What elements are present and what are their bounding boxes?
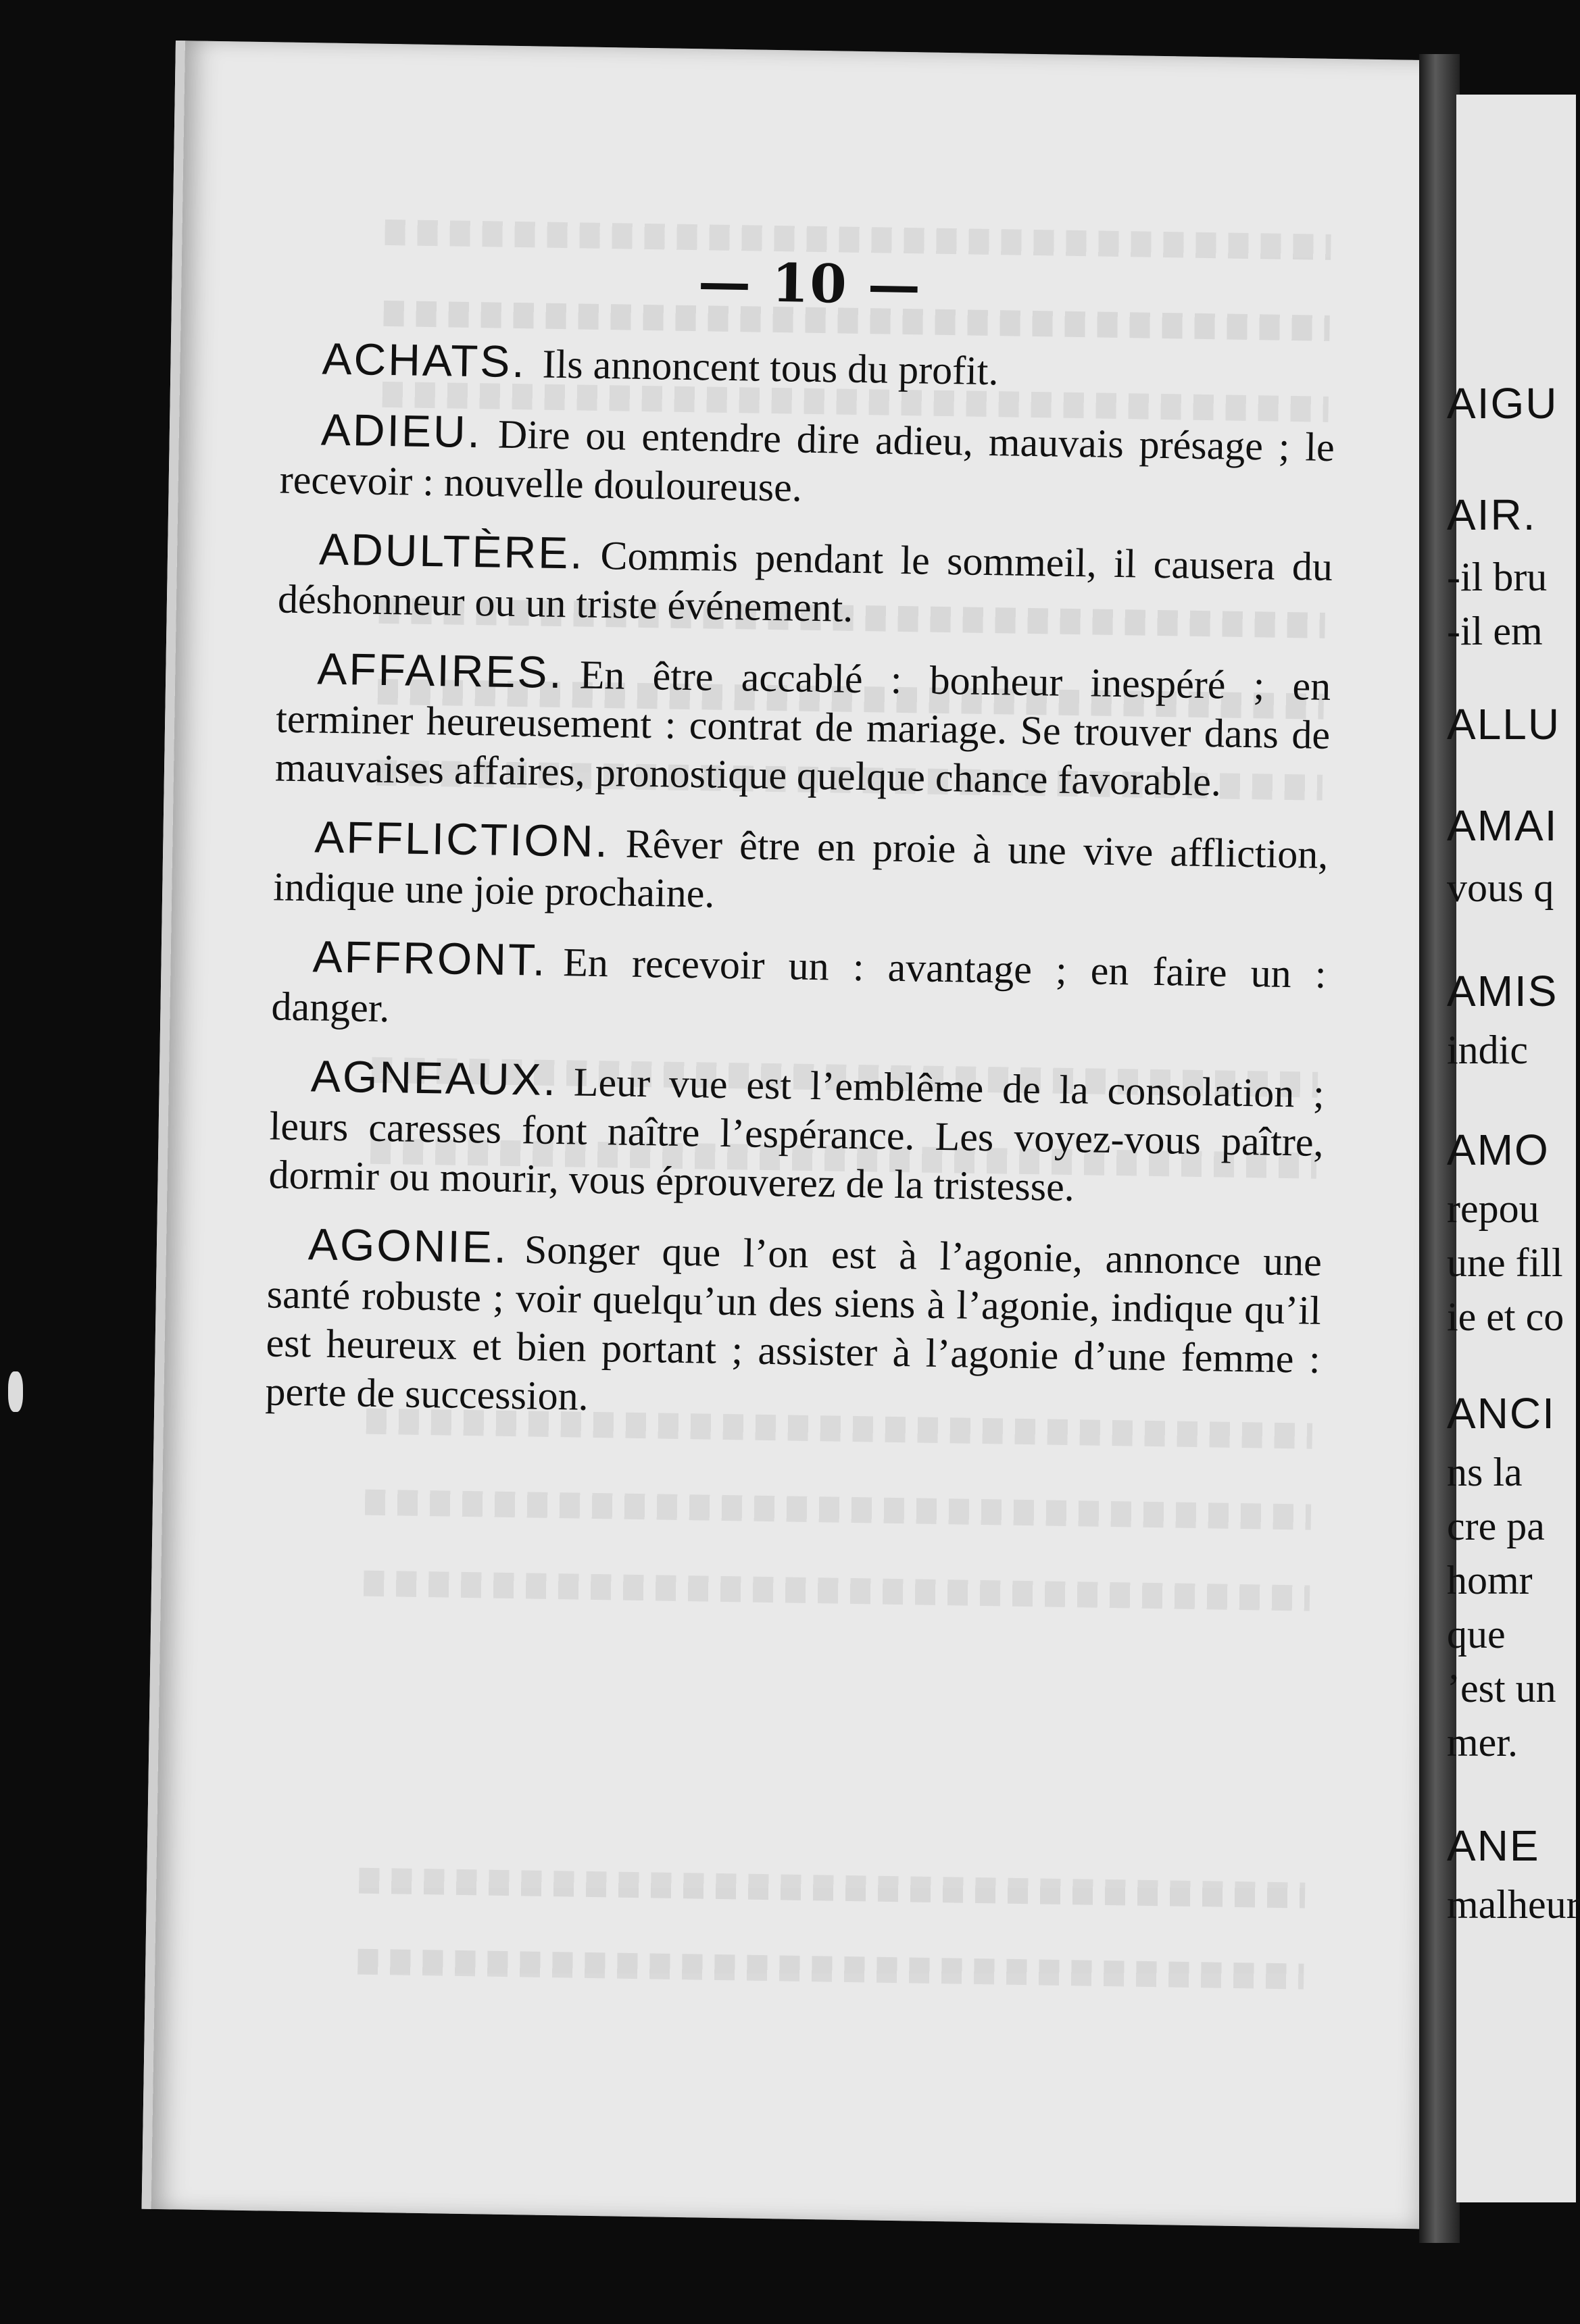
- entry-heading: AGONIE.: [307, 1219, 509, 1272]
- right-fragment: -il bru: [1447, 555, 1548, 599]
- entry-text: Rêver être en proie à une vive affliction, indique une joie prochaine.: [272, 821, 1329, 916]
- entry-agneaux: [268, 1051, 1325, 1215]
- entry-heading: AFFAIRES.: [316, 643, 564, 698]
- right-fragment: repou: [1447, 1186, 1539, 1231]
- scan-speck: [8, 1371, 23, 1412]
- entry-affront: [271, 931, 1327, 1046]
- right-fragment: AMAI: [1447, 801, 1558, 850]
- page-number: — 10 —: [697, 251, 922, 317]
- right-fragment: homr: [1447, 1558, 1533, 1602]
- entry-heading: ADIEU.: [320, 404, 483, 457]
- entry-text: Ils annoncent tous du profit.: [542, 341, 999, 394]
- entry-heading: AFFRONT.: [312, 931, 547, 985]
- entry-affliction: [273, 811, 1329, 927]
- entry-text: En être accablé : bonheur inespéré ; en terminer heureusement : contrat de mariage. Se trouver dans de mauvaises affaires, pronostique quelque chance favorable.: [274, 652, 1331, 805]
- entry-agonie: [265, 1219, 1322, 1432]
- right-fragment: indic: [1447, 1028, 1528, 1072]
- right-fragment: ANE: [1447, 1821, 1540, 1870]
- left-page: [142, 41, 1456, 2229]
- entry-text: Commis pendant le sommeil, il causera du déshonneur ou un triste événement.: [277, 532, 1333, 630]
- entry-heading: AFFLICTION.: [314, 811, 610, 867]
- right-fragment: vous q: [1447, 865, 1554, 910]
- right-fragment: ALLU: [1447, 700, 1561, 749]
- right-fragment: AIGU: [1447, 379, 1558, 428]
- entry-heading: ACHATS.: [322, 333, 527, 387]
- entry-affaires: [275, 643, 1331, 807]
- right-page-edge: [1447, 95, 1580, 2202]
- right-fragment: cre pa: [1447, 1504, 1545, 1548]
- right-fragment: ie et co: [1447, 1294, 1564, 1339]
- right-fragment: une fill: [1447, 1240, 1563, 1285]
- right-fragment: ’est un: [1447, 1666, 1556, 1711]
- right-fragment: AMO: [1447, 1126, 1550, 1174]
- entry-text: Dire ou entendre dire adieu, mauvais présage ; le recevoir : nouvelle douloureuse.: [279, 411, 1335, 510]
- right-fragment: ANCI: [1447, 1389, 1556, 1438]
- entry-adultere: [277, 524, 1333, 639]
- entry-text: Songer que l’on est à l’agonie, annonce une santé robuste ; voir quelqu’un des siens à l’agonie, indique qu’il est heureux et bien portant ; assister à l’agonie d’une femme : perte de succession.: [265, 1227, 1323, 1419]
- entry-achats: [281, 334, 1336, 401]
- right-fragment: malheur: [1447, 1882, 1580, 1927]
- right-fragment: ns la: [1447, 1450, 1523, 1494]
- entry-text: En recevoir un : avantage ; en faire un : danger.: [271, 940, 1327, 1031]
- right-fragment: que: [1447, 1612, 1506, 1657]
- right-fragment: AIR.: [1447, 490, 1537, 539]
- right-fragment: mer.: [1447, 1720, 1518, 1765]
- entry-heading: ADULTÈRE.: [318, 524, 585, 578]
- entry-heading: AGNEAUX.: [310, 1051, 558, 1105]
- page-text: [265, 245, 1337, 1452]
- entry-text: Leur vue est l’emblême de la consolation ; leurs caresses font naître l’espérance. Les voyez-vous paître, dormir ou mourir, vous éprouverez de la tristesse.: [268, 1059, 1325, 1210]
- right-fragment: -il em: [1447, 609, 1543, 653]
- right-fragment: AMIS: [1447, 967, 1558, 1015]
- entry-adieu: [279, 405, 1335, 520]
